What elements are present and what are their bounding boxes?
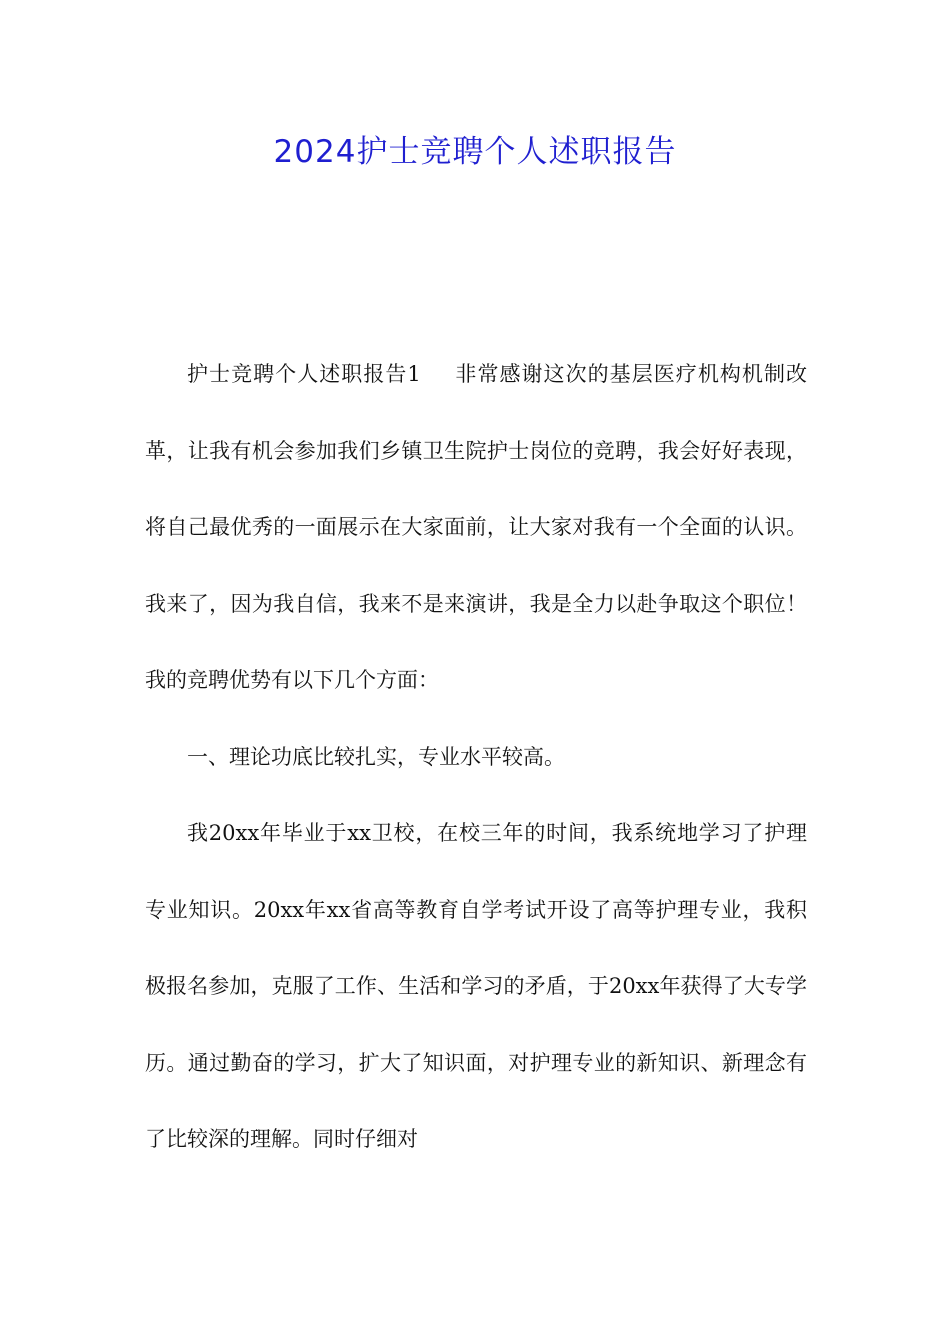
- document-body: [145, 336, 807, 1178]
- paragraph-1-text: 非常感谢这次的基层医疗机构机制改革，让我有机会参加我们乡镇卫生院护士岗位的竞聘，我会好好表现，将自己最优秀的一面展示在大家面前，让大家对我有一个全面的认识。 我来了，因为我自信，我来不是来演讲，我是全力以赴争取这个职位！我的竞聘优势有以下几个方面：: [145, 362, 807, 692]
- document-title: 2024护士竞聘个人述职报告: [273, 134, 677, 170]
- paragraph-1-heading: 护士竞聘个人述职报告1: [187, 362, 421, 386]
- paragraph-3: 我20xx年毕业于xx卫校，在校三年的时间，我系统地学习了护理专业知识。20xx年xx省高等教育自学考试开设了高等护理专业，我积极报名参加，克服了工作、生活和学习的矛盾，于20xx年获得了大专学历。通过勤奋的学习，扩大了知识面，对护理专业的新知识、新理念有了比较深的理解。同时仔细对: [145, 821, 807, 1151]
- paragraph-2: 一、理论功底比较扎实，专业水平较高。: [187, 744, 565, 769]
- paragraph-1: [145, 336, 807, 719]
